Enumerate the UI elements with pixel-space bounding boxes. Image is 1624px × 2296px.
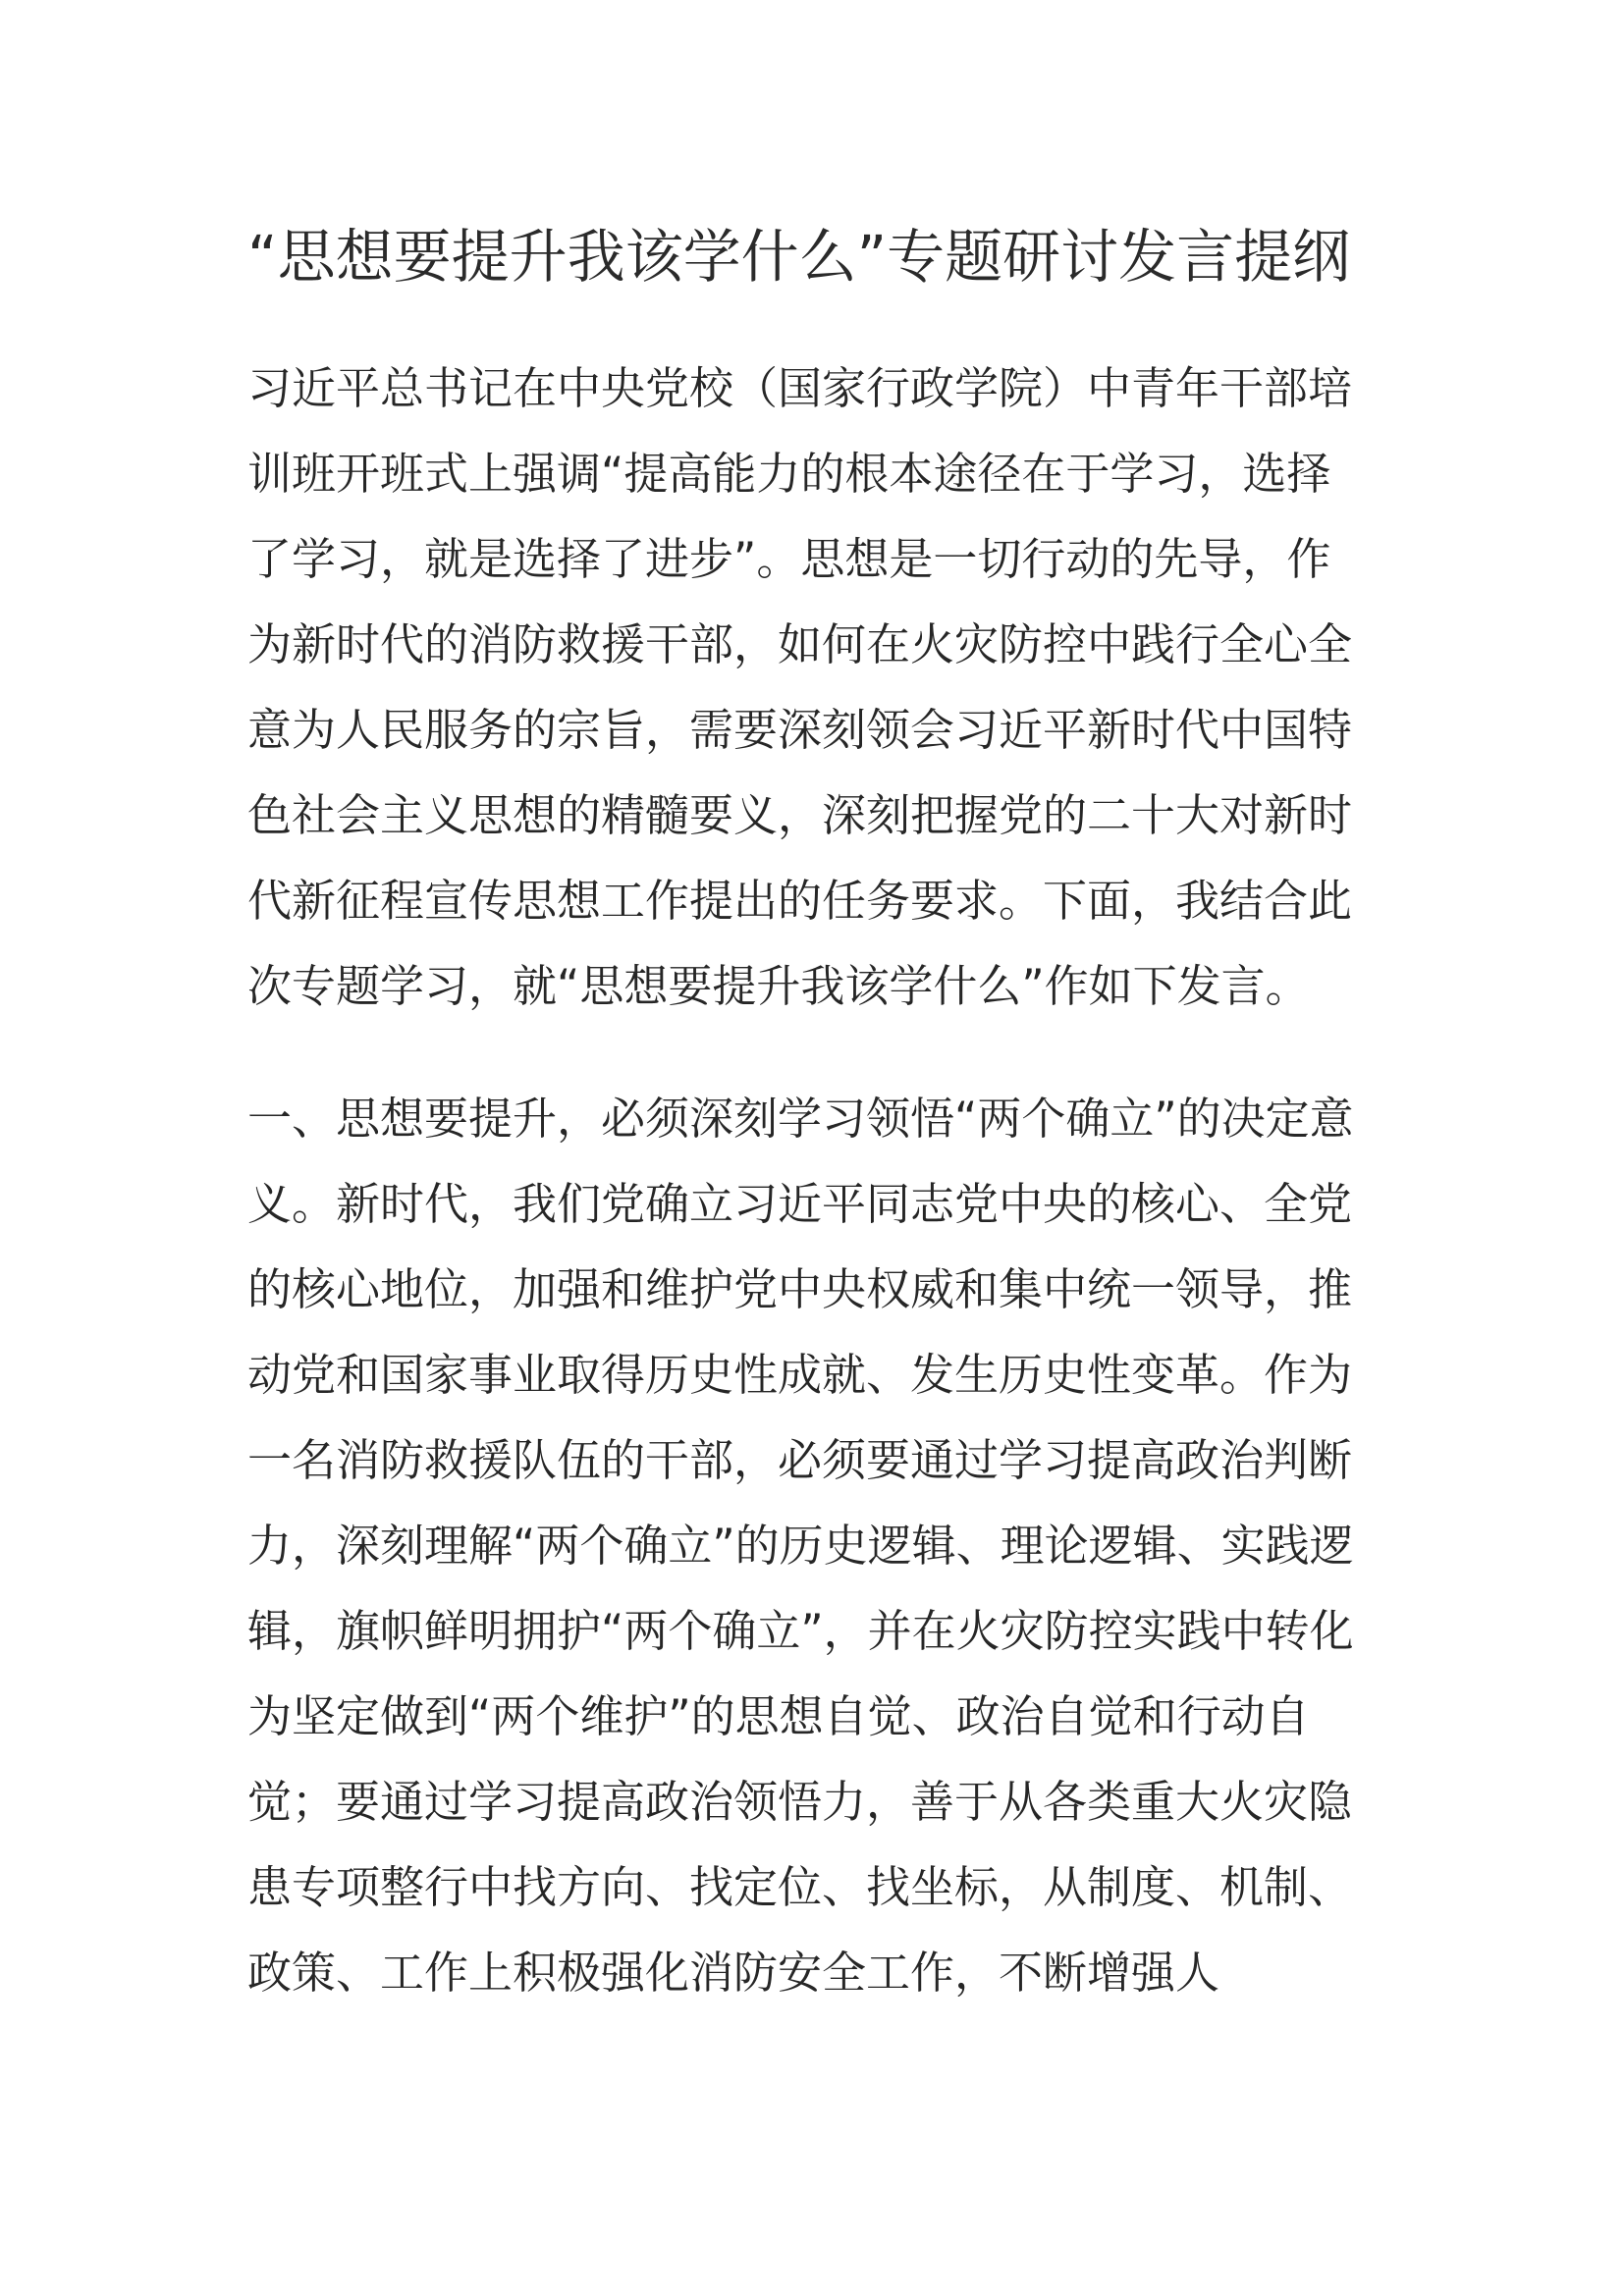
document-title: “思想要提升我该学什么”专题研讨发言提纲 bbox=[247, 223, 1351, 291]
paragraph-section-one: 一、思想要提升，必须深刻学习领悟“两个确立”的决定意义。新时代，我们党确立习近平同志党中央的核心、全党的核心地位，加强和维护党中央权威和集中统一领导，推动党和国家事业取得历史性成就、发生历史性变革。作为一名消防救援队伍的干部，必须要通过学习提高政治判断力，深刻理解“两个确立”的历史逻辑、理论逻辑、实践逻辑，旗帜鲜明拥护“两个确立”，并在火灾防控实践中转化为坚定做到“两个维护”的思想自觉、政治自觉和行动自觉；要通过学习提高政治领悟力，善于从各类重大火灾隐患专项整行中找方向、找定位、找坐标，从制度、机制、政策、工作上积极强化消防安全工作，不断增强人 bbox=[247, 1093, 1354, 1999]
document-page bbox=[247, 218, 1390, 2015]
paragraph-intro: 习近平总书记在中央党校（国家行政学院）中青年干部培训班开班式上强调“提高能力的根本途径在于学习，选择了学习，就是选择了进步”。思想是一切行动的先导，作为新时代的消防救援干部，如何在火灾防控中践行全心全意为人民服务的宗旨，需要深刻领会习近平新时代中国特色社会主义思想的精髓要义，深刻把握党的二十大对新时代新征程宣传思想工作提出的任务要求。下面，我结合此次专题学习，就“思想要提升我该学什么”作如下发言。 bbox=[247, 362, 1353, 1012]
